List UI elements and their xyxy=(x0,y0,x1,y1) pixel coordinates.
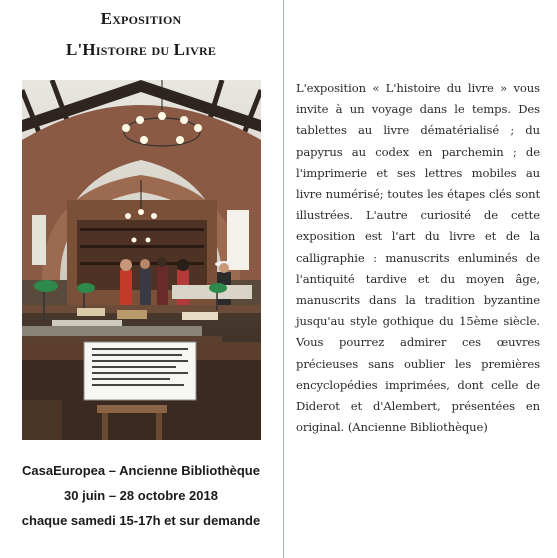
exhibition-photo xyxy=(22,80,261,440)
dates-line: 30 juin – 28 octobre 2018 xyxy=(64,488,218,503)
description-paragraph: L'exposition « L'histoire du livre » vous invite à un voyage dans le temps. Des tablettes au livre dématérialisé ; du papyrus au codex en parchemin ; de l'imprimerie et ses lettres mobiles au livre numérisé; toutes les étapes clés sont illustrées. L'autre curiosité de cette exposition est l'art du livre et de la calligraphie : manuscrits enluminés de l'antiquité tardive et du moyen âge, manuscrits dans la tradition byzantine jusqu'au style gothique du 15ème siècle. Vous pourrez admirer ces œuvres précieuses sans oublier les premières encyclopédies imprimées, dont celle de Diderot et d'Alembert, présentées en original. (Ancienne Bibliothèque) xyxy=(296,81,540,435)
hours-line: chaque samedi 15-17h et sur demande xyxy=(21,513,261,528)
column-divider xyxy=(283,0,284,558)
exhibition-title: L'Histoire du Livre xyxy=(65,40,217,59)
venue-line: CasaEuropea – Ancienne Bibliothèque xyxy=(22,463,260,478)
description-column xyxy=(296,78,540,438)
exhibition-label: Exposition xyxy=(100,9,182,28)
